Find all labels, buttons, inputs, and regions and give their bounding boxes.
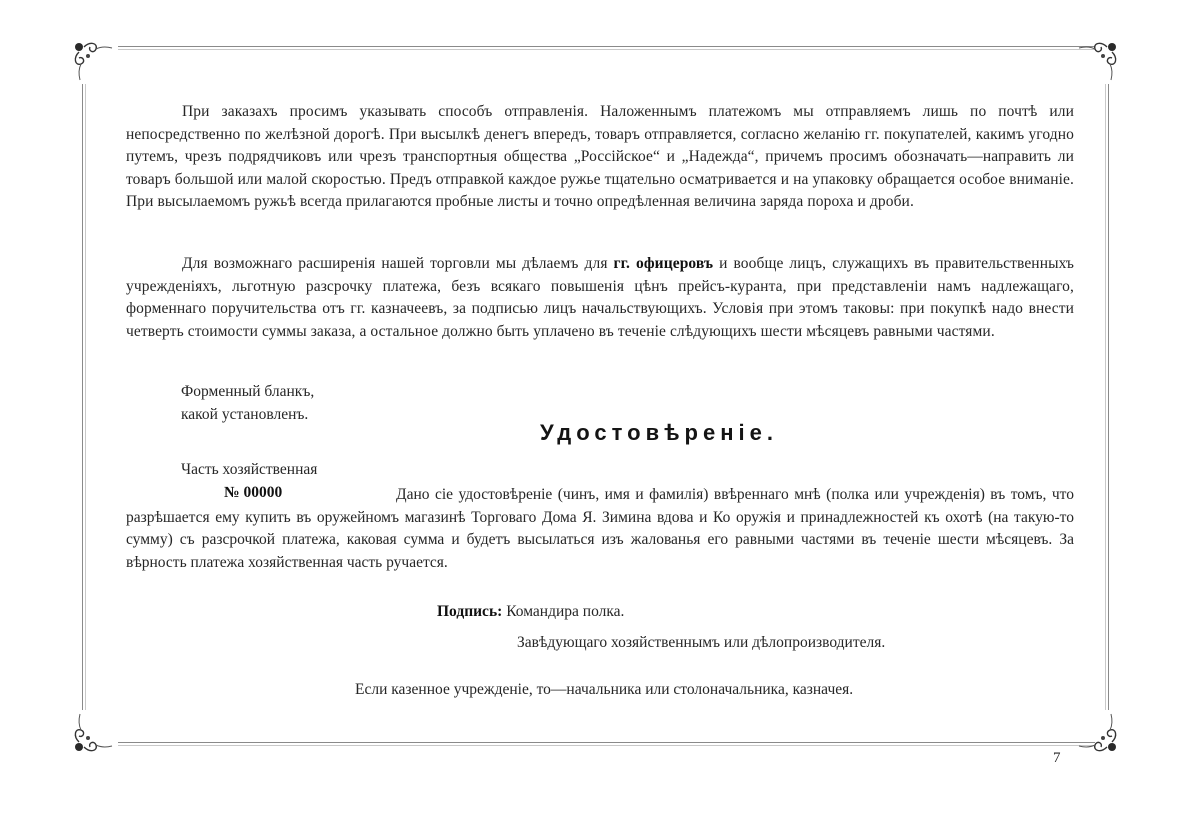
frame-bottom-line-inner (118, 745, 1095, 746)
form-note-line-2: какой установленъ. (181, 406, 309, 423)
page-number: 7 (1053, 750, 1061, 766)
corner-ornament-icon (70, 38, 114, 82)
part-label: Часть хозяйственная (181, 461, 318, 478)
officers-text-after: и вообще лицъ, служащихъ въ правительственныхъ учрежденіяхъ, льготную разсрочку платежа, безъ всякаго повышенія цѣнъ прейсъ-куранта, при представленіи намъ надлежащаго, форменнаго поручительства отъ гг. казначеевъ, за подписью лицъ начальствующихъ. Условія при этомъ таковы: при покупкѣ надо внести четверть стоимости суммы заказа, а остальное должно быть уплачено въ теченіе слѣдующихъ шести мѣсяцевъ равными частями. (126, 255, 1074, 340)
officers-paragraph (126, 253, 1074, 343)
signature-manager: Завѣдующаго хозяйственнымъ или дѣлопроизводителя. (517, 634, 886, 651)
corner-ornament-icon (70, 712, 114, 756)
officers-text-before: Для возможнаго расширенія нашей торговли мы дѣлаемъ для (182, 255, 608, 272)
signature-line (437, 603, 624, 621)
certificate-number: № 00000 (224, 484, 283, 501)
signature-label: Подпись: (437, 603, 503, 620)
shipping-text: При заказахъ просимъ указывать способъ отправленія. Наложеннымъ платежомъ мы отправляемъ лишь по почтѣ или непосредственно по желѣзной дорогѣ. При высылкѣ денегъ впередъ, товаръ отправляется, согласно желанію гг. покупателей, какимъ угодно путемъ, чрезъ подрядчиковъ или чрезъ транспортныя общества „Россійское“ и „Надежда“, причемъ просимъ обозначать—направить ли товаръ большой или малой скоростью. Предъ отправкой каждое ружье тщательно осматривается и на упаковку обращается особое вниманіе. При высылаемомъ ружьѣ всегда прилагаются пробные листы и точно опредѣленная величина заряда пороха и дроби. (126, 103, 1074, 211)
frame-top-line-inner (118, 49, 1095, 50)
frame-left-line (82, 84, 83, 710)
certificate-title: Удостовѣреніе. (540, 420, 778, 445)
shipping-paragraph (126, 101, 1074, 214)
frame-bottom-line (118, 742, 1095, 743)
certificate-body (126, 484, 1074, 574)
corner-ornament-icon (1077, 712, 1121, 756)
certificate-body-text: Дано сіе удостовѣреніе (чинъ, имя и фамилія) ввѣреннаго мнѣ (полка или учрежденія) въ томъ, что разрѣшается ему купить въ оружейномъ магазинѣ Торговаго Дома Я. Зимина вдова и Ко оружія и принадлежностей къ охотѣ (на такую-то сумму) съ разсрочкой платежа, каковая сумма и будетъ высылаться изъ жалованья его равными частями въ теченіе шести мѣсяцевъ. За вѣрность платежа хозяйственная часть ручается. (126, 486, 1074, 571)
officers-bold-text: гг. офицеровъ (613, 255, 714, 272)
signature-commander: Командира полка. (506, 603, 625, 620)
signature-official: Если казенное учрежденіе, то—начальника или столоначальника, казначея. (355, 681, 854, 698)
frame-top-line (118, 46, 1095, 47)
form-note-line-1: Форменный бланкъ, (181, 383, 315, 400)
frame-right-line-inner (1105, 84, 1106, 710)
frame-right-line (1108, 84, 1109, 710)
form-note (181, 380, 314, 426)
corner-ornament-icon (1077, 38, 1121, 82)
frame-left-line-inner (85, 84, 86, 710)
